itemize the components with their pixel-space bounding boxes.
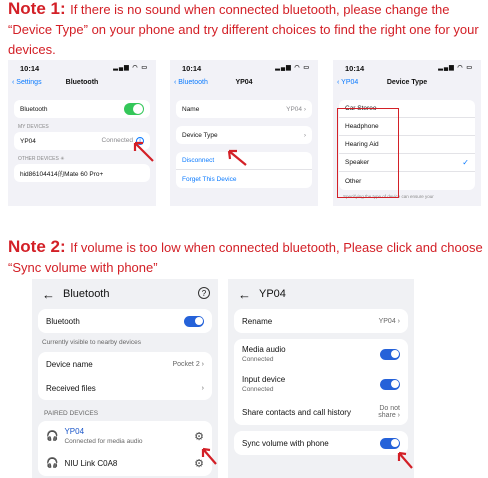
device-row-yp04[interactable]: YP04 Connected i bbox=[14, 132, 150, 150]
media-audio-toggle[interactable] bbox=[380, 349, 400, 360]
status-time: 10:14 bbox=[182, 64, 202, 73]
status-icons: ▂▄▆ ◠ ▭ bbox=[113, 65, 148, 71]
note-1-text: If there is no sound when connected bluetooth, please change the “Device Type” on your phone and try different choices to find the right one for your devices. bbox=[8, 2, 479, 57]
disconnect-button[interactable]: Disconnect bbox=[176, 152, 312, 170]
media-audio-row: Media audio Connected bbox=[234, 339, 408, 369]
name-row[interactable]: Name YP04 › bbox=[182, 105, 306, 113]
status-time: 10:14 bbox=[345, 64, 365, 73]
page-title: YP04 bbox=[235, 79, 253, 86]
android-bluetooth-screen bbox=[32, 279, 218, 478]
back-button[interactable]: ‹ YP04 bbox=[337, 79, 359, 86]
bluetooth-row: Bluetooth bbox=[38, 309, 212, 333]
option-car-stereo[interactable]: Car Stereo bbox=[339, 100, 475, 118]
visibility-note: Currently visible to nearby devices bbox=[42, 339, 141, 346]
back-button[interactable]: ‹ Settings bbox=[12, 79, 42, 86]
note-1-tag: Note 1: bbox=[8, 0, 66, 18]
spinner-icon: ✳ bbox=[60, 156, 65, 162]
note-2-tag: Note 2: bbox=[8, 237, 66, 256]
page-title: Bluetooth bbox=[65, 79, 99, 86]
sync-volume-toggle[interactable] bbox=[380, 438, 400, 449]
footnote: Specifying the type of device can ensure your bbox=[343, 194, 434, 199]
help-icon[interactable]: ? bbox=[198, 287, 210, 299]
other-device-row[interactable]: 🎧 NIU Link C0A8 ⚙ bbox=[46, 458, 204, 470]
received-files-row[interactable]: Received files › bbox=[46, 383, 204, 393]
headset-icon: 🎧 bbox=[46, 430, 59, 442]
option-headphone[interactable]: Headphone bbox=[339, 118, 475, 136]
section-my-devices: MY DEVICES bbox=[18, 124, 49, 130]
back-arrow-icon[interactable]: ← bbox=[238, 286, 251, 302]
headset-icon: 🎧 bbox=[46, 458, 59, 469]
forget-device-button[interactable]: Forget This Device bbox=[182, 175, 237, 183]
page-title: YP04 bbox=[259, 288, 286, 300]
status-icons: ▂▄▆ ◠ ▭ bbox=[438, 65, 473, 71]
other-device-row[interactable]: hid86104414的Mate 60 Pro+ bbox=[20, 170, 104, 178]
bluetooth-toggle[interactable] bbox=[124, 103, 144, 115]
bluetooth-toggle[interactable] bbox=[184, 316, 204, 327]
status-icons: ▂▄▆ ◠ ▭ bbox=[275, 65, 310, 71]
section-other-devices: OTHER DEVICES ✳ bbox=[18, 156, 65, 162]
device-type-row[interactable]: Device Type › bbox=[182, 131, 306, 139]
info-icon[interactable]: i bbox=[136, 137, 144, 145]
option-other[interactable]: Other bbox=[345, 177, 362, 185]
android-device-screen bbox=[228, 279, 414, 478]
input-device-row: Input device Connected bbox=[234, 369, 408, 399]
paired-device-row[interactable]: 🎧 YP04 Connected for media audio ⚙ bbox=[46, 427, 204, 445]
sync-volume-row: Sync volume with phone bbox=[234, 431, 408, 455]
back-button[interactable]: ‹ Bluetooth bbox=[174, 79, 208, 86]
back-arrow-icon[interactable]: ← bbox=[42, 286, 55, 302]
gear-icon[interactable]: ⚙ bbox=[194, 458, 204, 470]
note-1 bbox=[8, 0, 484, 60]
checkmark-icon: ✓ bbox=[462, 158, 469, 167]
ios-device-screen bbox=[170, 60, 318, 206]
device-name-row[interactable]: Device name Pocket 2 › bbox=[46, 359, 204, 369]
note-2 bbox=[8, 236, 484, 278]
share-contacts-row[interactable]: Share contacts and call history Do not share › bbox=[242, 405, 400, 419]
gear-icon[interactable]: ⚙ bbox=[194, 430, 204, 443]
note-2-text: If volume is too low when connected bluetooth, Please click and choose “Sync volume with phone” bbox=[8, 240, 483, 275]
page-title: Bluetooth bbox=[63, 288, 110, 300]
bluetooth-row: Bluetooth bbox=[14, 100, 150, 118]
status-time: 10:14 bbox=[20, 64, 40, 73]
option-speaker[interactable]: Speaker ✓ bbox=[339, 154, 475, 172]
highlight-box bbox=[337, 108, 399, 198]
option-hearing-aid[interactable]: Hearing Aid bbox=[339, 136, 475, 154]
page-title: Device Type bbox=[386, 79, 428, 86]
rename-row[interactable]: Rename YP04 › bbox=[242, 316, 400, 326]
input-device-toggle[interactable] bbox=[380, 379, 400, 390]
ios-bluetooth-screen bbox=[8, 60, 156, 206]
ios-device-type-screen bbox=[333, 60, 481, 206]
paired-devices-section: PAIRED DEVICES bbox=[44, 410, 99, 417]
